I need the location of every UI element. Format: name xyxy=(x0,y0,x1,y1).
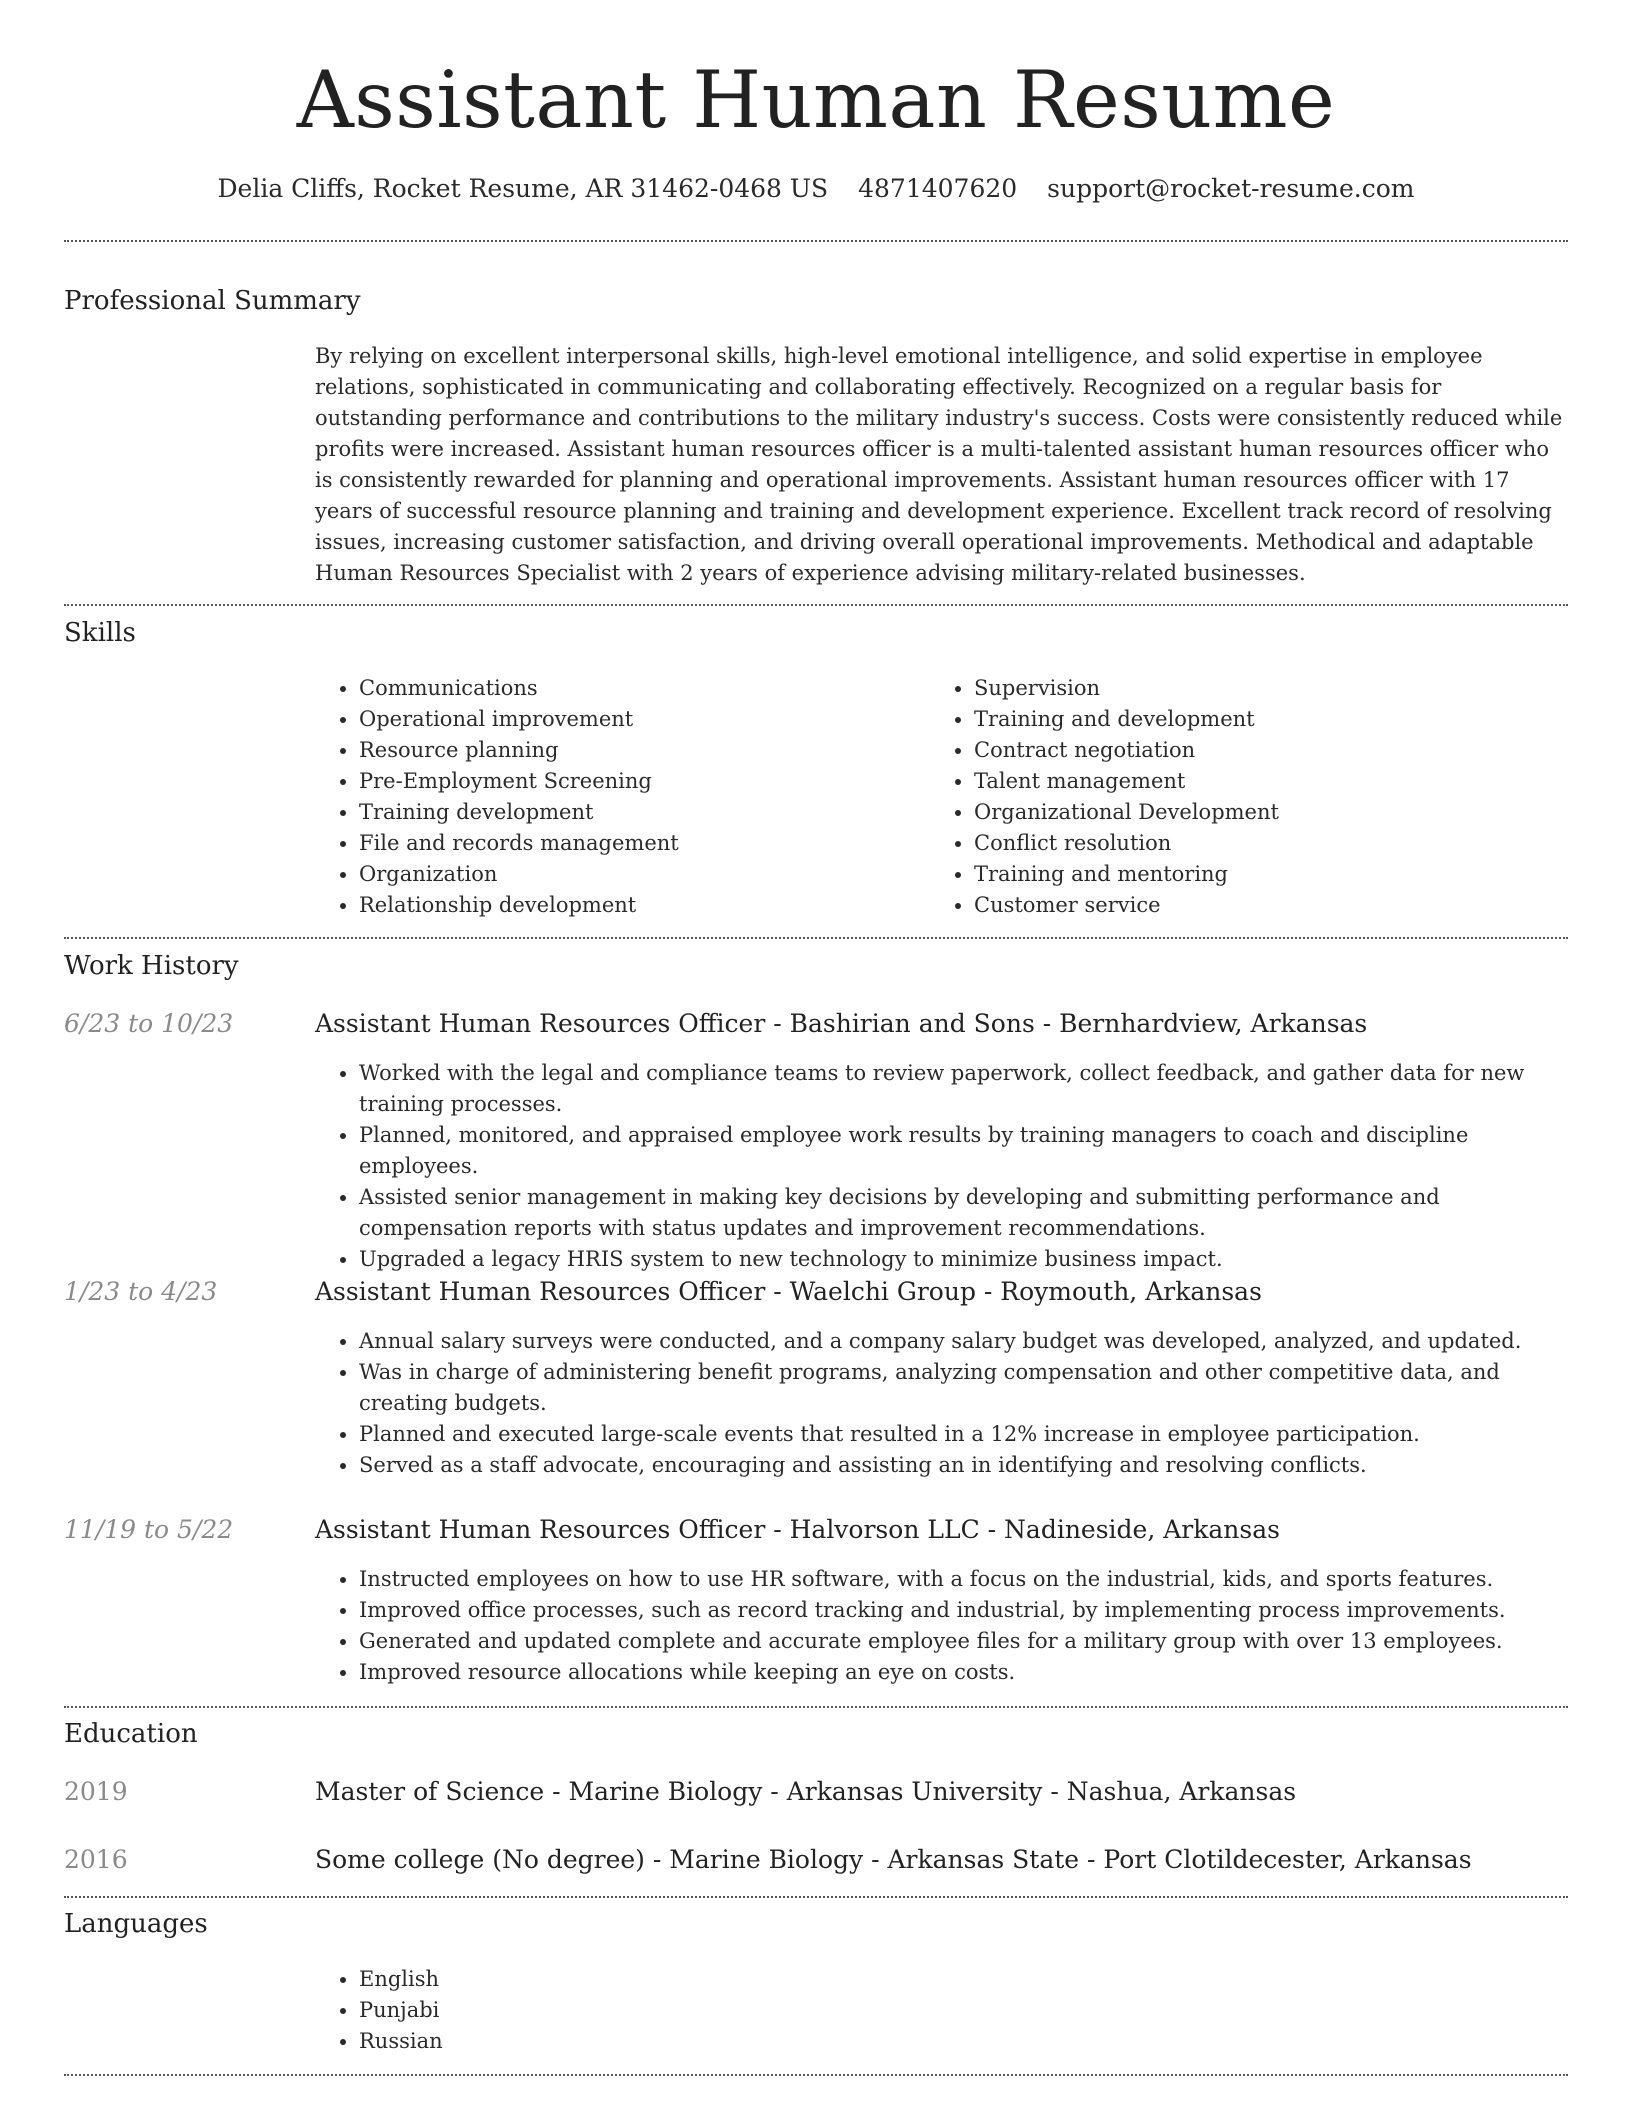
resume-title: Assistant Human Resume xyxy=(296,54,1336,146)
job-bullet: • Served as a staff advocate, encouraging and assisting an in identifying and resolving conflicts. xyxy=(359,1450,1570,1481)
job-title: Assistant Human Resources Officer - Waelchi Group - Roymouth, Arkansas xyxy=(315,1277,1262,1306)
skill-item: • Conflict resolution xyxy=(974,828,1279,859)
education-entry: Master of Science - Marine Biology - Arkansas University - Nashua, Arkansas xyxy=(315,1777,1297,1806)
skill-item: • Pre-Employment Screening xyxy=(359,766,679,797)
skill-item: • File and records management xyxy=(359,828,679,859)
skill-item: • Training and mentoring xyxy=(974,859,1279,890)
education-year: 2016 xyxy=(64,1845,128,1874)
job-bullet: • Upgraded a legacy HRIS system to new technology to minimize business impact. xyxy=(359,1244,1570,1275)
skill-item: • Talent management xyxy=(974,766,1279,797)
language-item: • Russian xyxy=(359,2026,443,2057)
skill-item: • Resource planning xyxy=(359,735,679,766)
job-bullet: • Planned, monitored, and appraised employee work results by training managers to coach and discipline employees. xyxy=(359,1120,1570,1182)
skill-item: • Training development xyxy=(359,797,679,828)
summary-text: By relying on excellent interpersonal skills, high-level emotional intelligence, and solid expertise in employee relations, sophisticated in communicating and collaborating effectively. Recognized on a regular basis for outstanding performance and contributions to the military industry's success. Costs were consistently reduced while profits were increased. Assistant human resources officer is a multi-talented assistant human resources officer who is consistently rewarded for planning and operational improvements. Assistant human resources officer with 17 years of successful resource planning and training and development experience. Excellent track record of resolving issues, increasing customer satisfaction, and driving overall operational improvements. Methodical and adaptable Human Resources Specialist with 2 years of experience advising military-related businesses. xyxy=(315,344,1563,585)
job-bullet: • Was in charge of administering benefit programs, analyzing compensation and other competitive data, and creating budgets. xyxy=(359,1357,1570,1419)
divider xyxy=(64,240,1568,242)
divider xyxy=(64,2074,1568,2076)
skill-item: • Contract negotiation xyxy=(974,735,1279,766)
skills-list-left xyxy=(315,673,679,921)
contact-phone: 4871407620 xyxy=(858,174,1018,203)
job-bullet: • Generated and updated complete and accurate employee files for a military group with over 13 employees. xyxy=(359,1626,1570,1657)
job-bullet: • Worked with the legal and compliance teams to review paperwork, collect feedback, and gather data for new training processes. xyxy=(359,1058,1570,1120)
job-bullet: • Annual salary surveys were conducted, and a company salary budget was developed, analyzed, and updated. xyxy=(359,1326,1570,1357)
section-title-work: Work History xyxy=(64,951,239,981)
skill-item: • Training and development xyxy=(974,704,1279,735)
skill-item: • Organization xyxy=(359,859,679,890)
skill-item: • Customer service xyxy=(974,890,1279,921)
skill-item: • Operational improvement xyxy=(359,704,679,735)
section-title-summary: Professional Summary xyxy=(64,286,361,316)
divider xyxy=(64,1706,1568,1708)
education-year: 2019 xyxy=(64,1777,128,1806)
skill-item: • Organizational Development xyxy=(974,797,1279,828)
job-bullets xyxy=(315,1058,1570,1275)
job-bullet: • Instructed employees on how to use HR software, with a focus on the industrial, kids, and sports features. xyxy=(359,1564,1570,1595)
section-title-education: Education xyxy=(64,1719,198,1749)
section-title-skills: Skills xyxy=(64,618,136,648)
job-title: Assistant Human Resources Officer - Bashirian and Sons - Bernhardview, Arkansas xyxy=(315,1009,1368,1038)
skill-item: • Supervision xyxy=(974,673,1279,704)
contact-line xyxy=(0,172,1632,206)
divider xyxy=(64,1896,1568,1898)
job-bullet: • Planned and executed large-scale events that resulted in a 12% increase in employee participation. xyxy=(359,1419,1570,1450)
skills-list-right xyxy=(930,673,1279,921)
job-dates: 1/23 to 4/23 xyxy=(64,1277,218,1306)
job-bullet: • Assisted senior management in making key decisions by developing and submitting performance and compensation reports with status updates and improvement recommendations. xyxy=(359,1182,1570,1244)
section-title-languages: Languages xyxy=(64,1909,208,1939)
job-dates: 11/19 to 5/22 xyxy=(64,1515,234,1544)
job-title: Assistant Human Resources Officer - Halvorson LLC - Nadineside, Arkansas xyxy=(315,1515,1280,1544)
education-entry: Some college (No degree) - Marine Biology - Arkansas State - Port Clotildecester, Arkansas xyxy=(315,1845,1472,1874)
job-bullets xyxy=(315,1326,1570,1481)
job-dates: 6/23 to 10/23 xyxy=(64,1009,234,1038)
languages-list xyxy=(315,1964,443,2057)
divider xyxy=(64,604,1568,606)
job-bullet: • Improved resource allocations while keeping an eye on costs. xyxy=(359,1657,1570,1688)
language-item: • English xyxy=(359,1964,443,1995)
job-bullets xyxy=(315,1564,1570,1688)
contact-address: Delia Cliffs, Rocket Resume, AR 31462-0468 US xyxy=(217,174,829,203)
job-bullet: • Improved office processes, such as record tracking and industrial, by implementing process improvements. xyxy=(359,1595,1570,1626)
skill-item: • Relationship development xyxy=(359,890,679,921)
divider xyxy=(64,937,1568,939)
skill-item: • Communications xyxy=(359,673,679,704)
contact-email[interactable]: support@rocket-resume.com xyxy=(1047,174,1415,203)
language-item: • Punjabi xyxy=(359,1995,443,2026)
